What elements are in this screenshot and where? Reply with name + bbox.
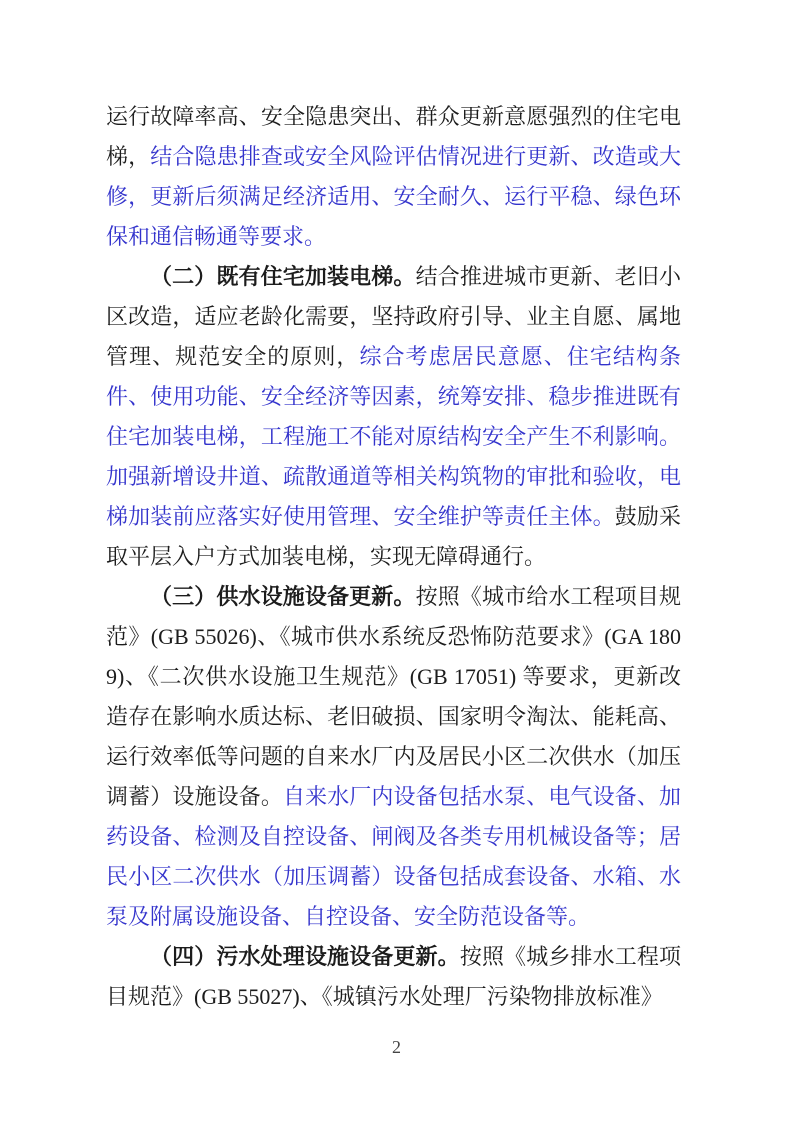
- text-run-black: 按照《城乡排水工程项目规范》(GB 55027)、《城镇污水处理厂污染物排放标准》: [106, 944, 681, 1009]
- text-run-blue: 综合考虑居民意愿、住宅结构条件、使用功能、安全经济等因素，统筹安排、稳步推进既有住宅加装电梯，工程施工不能对原结构安全产生不利影响。加强新增设井道、疏散通道等相关构筑物的审批和验收，电梯加装前应落实好使用管理、安全维护等责任主体。: [106, 344, 681, 529]
- text-run-black: 结合推进城市更新、老旧小区改造，适应老龄化需要，坚持政府引导、业主自愿、属地管理、规范安全的原则，: [106, 264, 681, 369]
- text-run-blue: 自来水厂内设备包括水泵、电气设备、加药设备、检测及自控设备、闸阀及各类专用机械设备等；居民小区二次供水（加压调蓄）设备包括成套设备、水箱、水泵及附属设施设备、自控设备、安全防范设备等。: [106, 784, 681, 929]
- text-run-black-bold: （四）污水处理设施设备更新。: [150, 944, 460, 969]
- para-residential-elevator-renewal-continuation: [106, 97, 681, 257]
- para-3-water-supply-facility-renewal: [106, 577, 681, 937]
- text-run-black: 鼓励采取平层入户方式加装电梯，实现无障碍通行。: [106, 504, 681, 569]
- page-number: 2: [392, 1037, 401, 1057]
- text-run-black-bold: （二）既有住宅加装电梯。: [150, 264, 416, 289]
- text-run-black-bold: （三）供水设施设备更新。: [150, 584, 416, 609]
- para-4-sewage-treatment-facility-renewal: [106, 937, 681, 1017]
- text-run-blue: 结合隐患排查或安全风险评估情况进行更新、改造或大修，更新后须满足经济适用、安全耐久、运行平稳、绿色环保和通信畅通等要求。: [106, 144, 681, 249]
- para-2-existing-residence-add-elevator: [106, 257, 681, 577]
- text-run-black: 按照《城市给水工程项目规范》(GB 55026)、《城市供水系统反恐怖防范要求》(GA 1809)、《二次供水设施卫生规范》(GB 17051) 等要求，更新改造存在影响水质达标、老旧破损、国家明令淘汰、能耗高、运行效率低等问题的自来水厂内及居民小区二次供水（加压调蓄）设施设备。: [106, 584, 681, 809]
- document-body: [106, 97, 681, 1017]
- text-run-black: 运行故障率高、安全隐患突出、群众更新意愿强烈的住宅电梯，: [106, 104, 681, 169]
